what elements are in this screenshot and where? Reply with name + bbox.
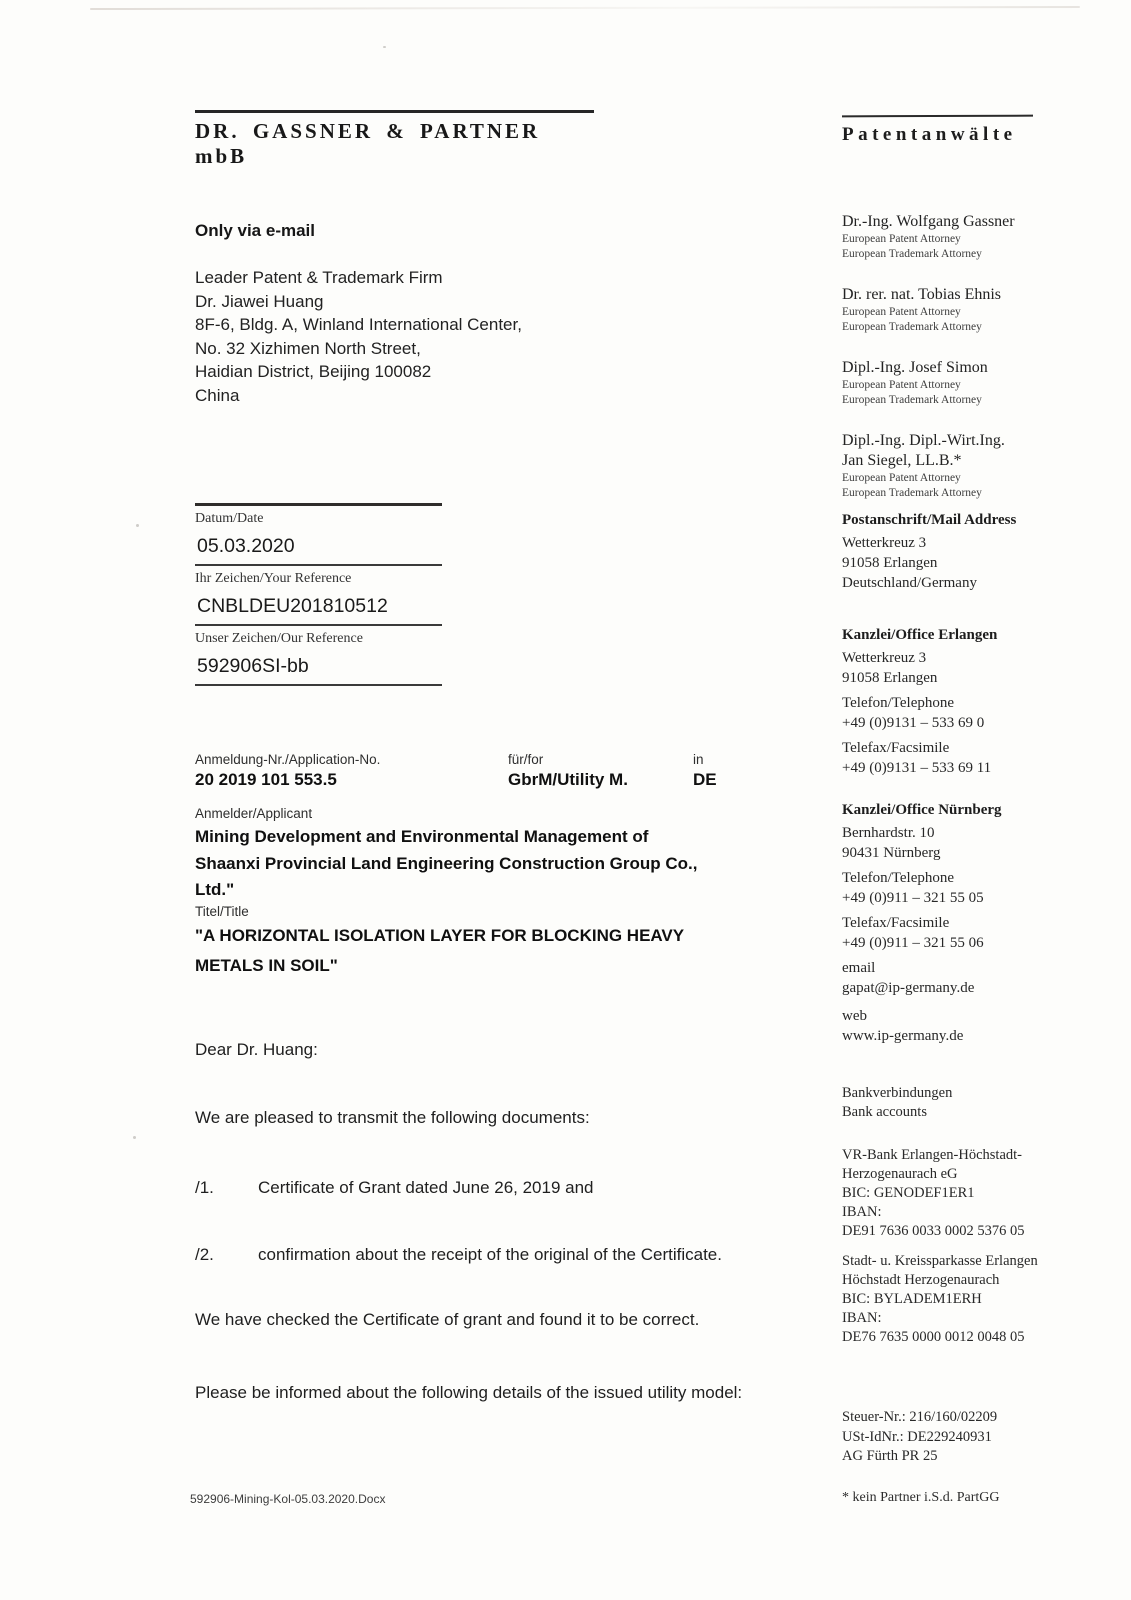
mail-address-block (842, 510, 1092, 593)
date-label: Datum/Date (195, 511, 264, 526)
bank-line: IBAN: (842, 1310, 882, 1326)
bank-line: VR-Bank Erlangen-Höchstadt- (842, 1147, 1022, 1163)
attorney-entry (842, 431, 1092, 500)
recipient-address (195, 266, 522, 407)
bank-accounts-label-de: Bankverbindungen (842, 1085, 953, 1101)
attorney-name: Dipl.-Ing. Josef Simon (842, 359, 988, 376)
mail-address-line: Deutschland/Germany (842, 575, 977, 591)
bank-line: BIC: GENODEF1ER1 (842, 1185, 975, 1201)
attorney-role: European Patent Attorney (842, 233, 961, 245)
email-block (842, 958, 1092, 998)
list-item-text: confirmation about the receipt of the original of the Certificate. (258, 1245, 722, 1264)
recipient-line: China (195, 385, 240, 405)
tax-line: AG Fürth PR 25 (842, 1448, 938, 1464)
applicant-line: Shaanxi Provincial Land Engineering Construction Group Co., (195, 853, 698, 873)
applicant-label: Anmelder/Applicant (195, 806, 313, 821)
application-for-label: für/for (508, 752, 544, 767)
attorney-role: European Patent Attorney (842, 306, 961, 318)
bank-line: Höchstadt Herzogenaurach (842, 1272, 1000, 1288)
email-label: email (842, 960, 876, 976)
tax-line: Steuer-Nr.: 216/160/02209 (842, 1409, 998, 1425)
attorney-role: European Trademark Attorney (842, 486, 982, 499)
bank-line: IBAN: (842, 1204, 882, 1220)
reference-block (195, 503, 442, 686)
phone-label: Telefon/Telephone (842, 695, 955, 711)
office-address-line: 90431 Nürnberg (842, 845, 941, 861)
application-country-label: in (693, 752, 704, 767)
delivery-note: Only via e-mail (195, 221, 315, 240)
applicant-name (195, 824, 820, 904)
scan-artifact-top-line (90, 6, 1080, 10)
application-country-value: DE (693, 770, 717, 789)
bank-line: BIC: BYLADEM1ERH (842, 1291, 982, 1307)
our-reference-value: 592906SI-bb (195, 655, 442, 686)
firm-type: Patentanwälte (842, 124, 1017, 145)
list-item-text: Certificate of Grant dated June 26, 2019 and (258, 1178, 594, 1197)
tax-info-block (842, 1408, 1092, 1467)
bank-line: DE91 7636 0033 0002 5376 05 (842, 1223, 1025, 1239)
reference-top-rule (195, 503, 442, 506)
letterhead-rule-right (842, 115, 1033, 118)
intro-paragraph: We are pleased to transmit the following documents: (195, 1108, 590, 1127)
your-reference-value: CNBLDEU201810512 (195, 595, 442, 626)
attorney-role: European Trademark Attorney (842, 320, 982, 333)
our-reference-label: Unser Zeichen/Our Reference (195, 631, 363, 646)
web-label: web (842, 1008, 867, 1024)
tax-line: USt-IdNr.: DE229240931 (842, 1428, 992, 1445)
scan-speck (133, 1136, 136, 1139)
salutation: Dear Dr. Huang: (195, 1040, 318, 1059)
title-line: METALS IN SOIL" (195, 956, 338, 975)
fax-label: Telefax/Facsimile (842, 740, 950, 756)
bank-accounts-header (842, 1084, 1092, 1122)
office-nuernberg-block (842, 800, 1092, 953)
title-label: Titel/Title (195, 904, 249, 919)
letterhead-firm-block (195, 110, 594, 169)
attorney-name: Dipl.-Ing. Dipl.-Wirt.Ing. (842, 432, 1005, 449)
recipient-line: Dr. Jiawei Huang (195, 291, 324, 311)
phone-number: +49 (0)9131 – 533 69 0 (842, 715, 985, 731)
date-value: 05.03.2020 (195, 535, 442, 566)
application-country-block (693, 752, 717, 790)
phone-number: +49 (0)911 – 321 55 05 (842, 890, 984, 906)
application-number-value: 20 2019 101 553.5 (195, 770, 337, 789)
attorney-name: Dr. rer. nat. Tobias Ehnis (842, 286, 1002, 303)
office-erlangen-header: Kanzlei/Office Erlangen (842, 627, 998, 643)
office-erlangen-block (842, 625, 1092, 778)
body-paragraph: We have checked the Certificate of grant and found it to be correct. (195, 1310, 700, 1329)
fax-number: +49 (0)9131 – 533 69 11 (842, 760, 992, 776)
attorney-role: European Patent Attorney (842, 472, 961, 484)
your-reference-label: Ihr Zeichen/Your Reference (195, 571, 352, 586)
body-paragraph: Please be informed about the following details of the issued utility model: (195, 1383, 743, 1402)
scan-speck (136, 524, 139, 527)
office-nuernberg-header: Kanzlei/Office Nürnberg (842, 802, 1002, 818)
recipient-line: Haidian District, Beijing 100082 (195, 362, 432, 381)
document-filename: 592906-Mining-Kol-05.03.2020.Docx (190, 1492, 386, 1506)
scan-speck (383, 46, 386, 48)
web-address: www.ip-germany.de (842, 1028, 964, 1044)
office-address-line: Wetterkreuz 3 (842, 650, 927, 666)
application-number-block (195, 752, 380, 790)
attorney-role: European Patent Attorney (842, 379, 961, 391)
applicant-line: Mining Development and Environmental Management of (195, 827, 649, 846)
applicant-block (195, 806, 820, 904)
fax-label: Telefax/Facsimile (842, 915, 950, 931)
mail-address-line: 91058 Erlangen (842, 555, 938, 571)
applicant-line: Ltd." (195, 880, 235, 899)
application-number-label: Anmeldung-Nr./Application-No. (195, 752, 381, 767)
recipient-line: 8F-6, Bldg. A, Winland International Center, (195, 315, 522, 334)
mail-address-line: Wetterkreuz 3 (842, 535, 927, 551)
web-block (842, 1006, 1092, 1046)
partner-footnote: * kein Partner i.S.d. PartGG (842, 1490, 1000, 1505)
letterhead-rule-left (195, 110, 594, 113)
mail-address-header: Postanschrift/Mail Address (842, 512, 1017, 528)
attorney-role: European Trademark Attorney (842, 247, 982, 260)
bank-account (842, 1146, 1092, 1241)
application-for-value: GbrM/Utility M. (508, 770, 628, 789)
recipient-line: Leader Patent & Trademark Firm (195, 268, 443, 287)
attorney-entry (842, 358, 1092, 407)
attorney-name: Jan Siegel, LL.B.* (842, 452, 962, 469)
bank-account (842, 1252, 1092, 1347)
letterhead-type-block (842, 115, 1033, 146)
recipient-line: No. 32 Xizhimen North Street, (195, 338, 421, 358)
application-for-block (508, 752, 628, 790)
email-address: gapat@ip-germany.de (842, 980, 975, 996)
list-item-number: /1. (195, 1178, 214, 1197)
title-line: "A HORIZONTAL ISOLATION LAYER FOR BLOCKING HEAVY (195, 926, 685, 945)
office-address-line: 91058 Erlangen (842, 670, 938, 686)
office-address-line: Bernhardstr. 10 (842, 825, 935, 841)
phone-label: Telefon/Telephone (842, 870, 955, 886)
attorney-role: European Trademark Attorney (842, 393, 982, 406)
firm-name: DR. GASSNER & PARTNER mbB (195, 119, 541, 168)
attorney-name: Dr.-Ing. Wolfgang Gassner (842, 213, 1015, 230)
list-item-number: /2. (195, 1245, 214, 1264)
bank-accounts-label-en: Bank accounts (842, 1104, 927, 1120)
bank-line: Stadt- u. Kreissparkasse Erlangen (842, 1253, 1038, 1269)
title-block (195, 904, 820, 981)
attorney-entry (842, 285, 1092, 334)
bank-line: Herzogenaurach eG (842, 1166, 958, 1182)
fax-number: +49 (0)911 – 321 55 06 (842, 935, 984, 951)
bank-line: DE76 7635 0000 0012 0048 05 (842, 1329, 1025, 1345)
attorney-list (842, 212, 1092, 524)
invention-title (195, 921, 820, 981)
attorney-entry (842, 212, 1092, 261)
